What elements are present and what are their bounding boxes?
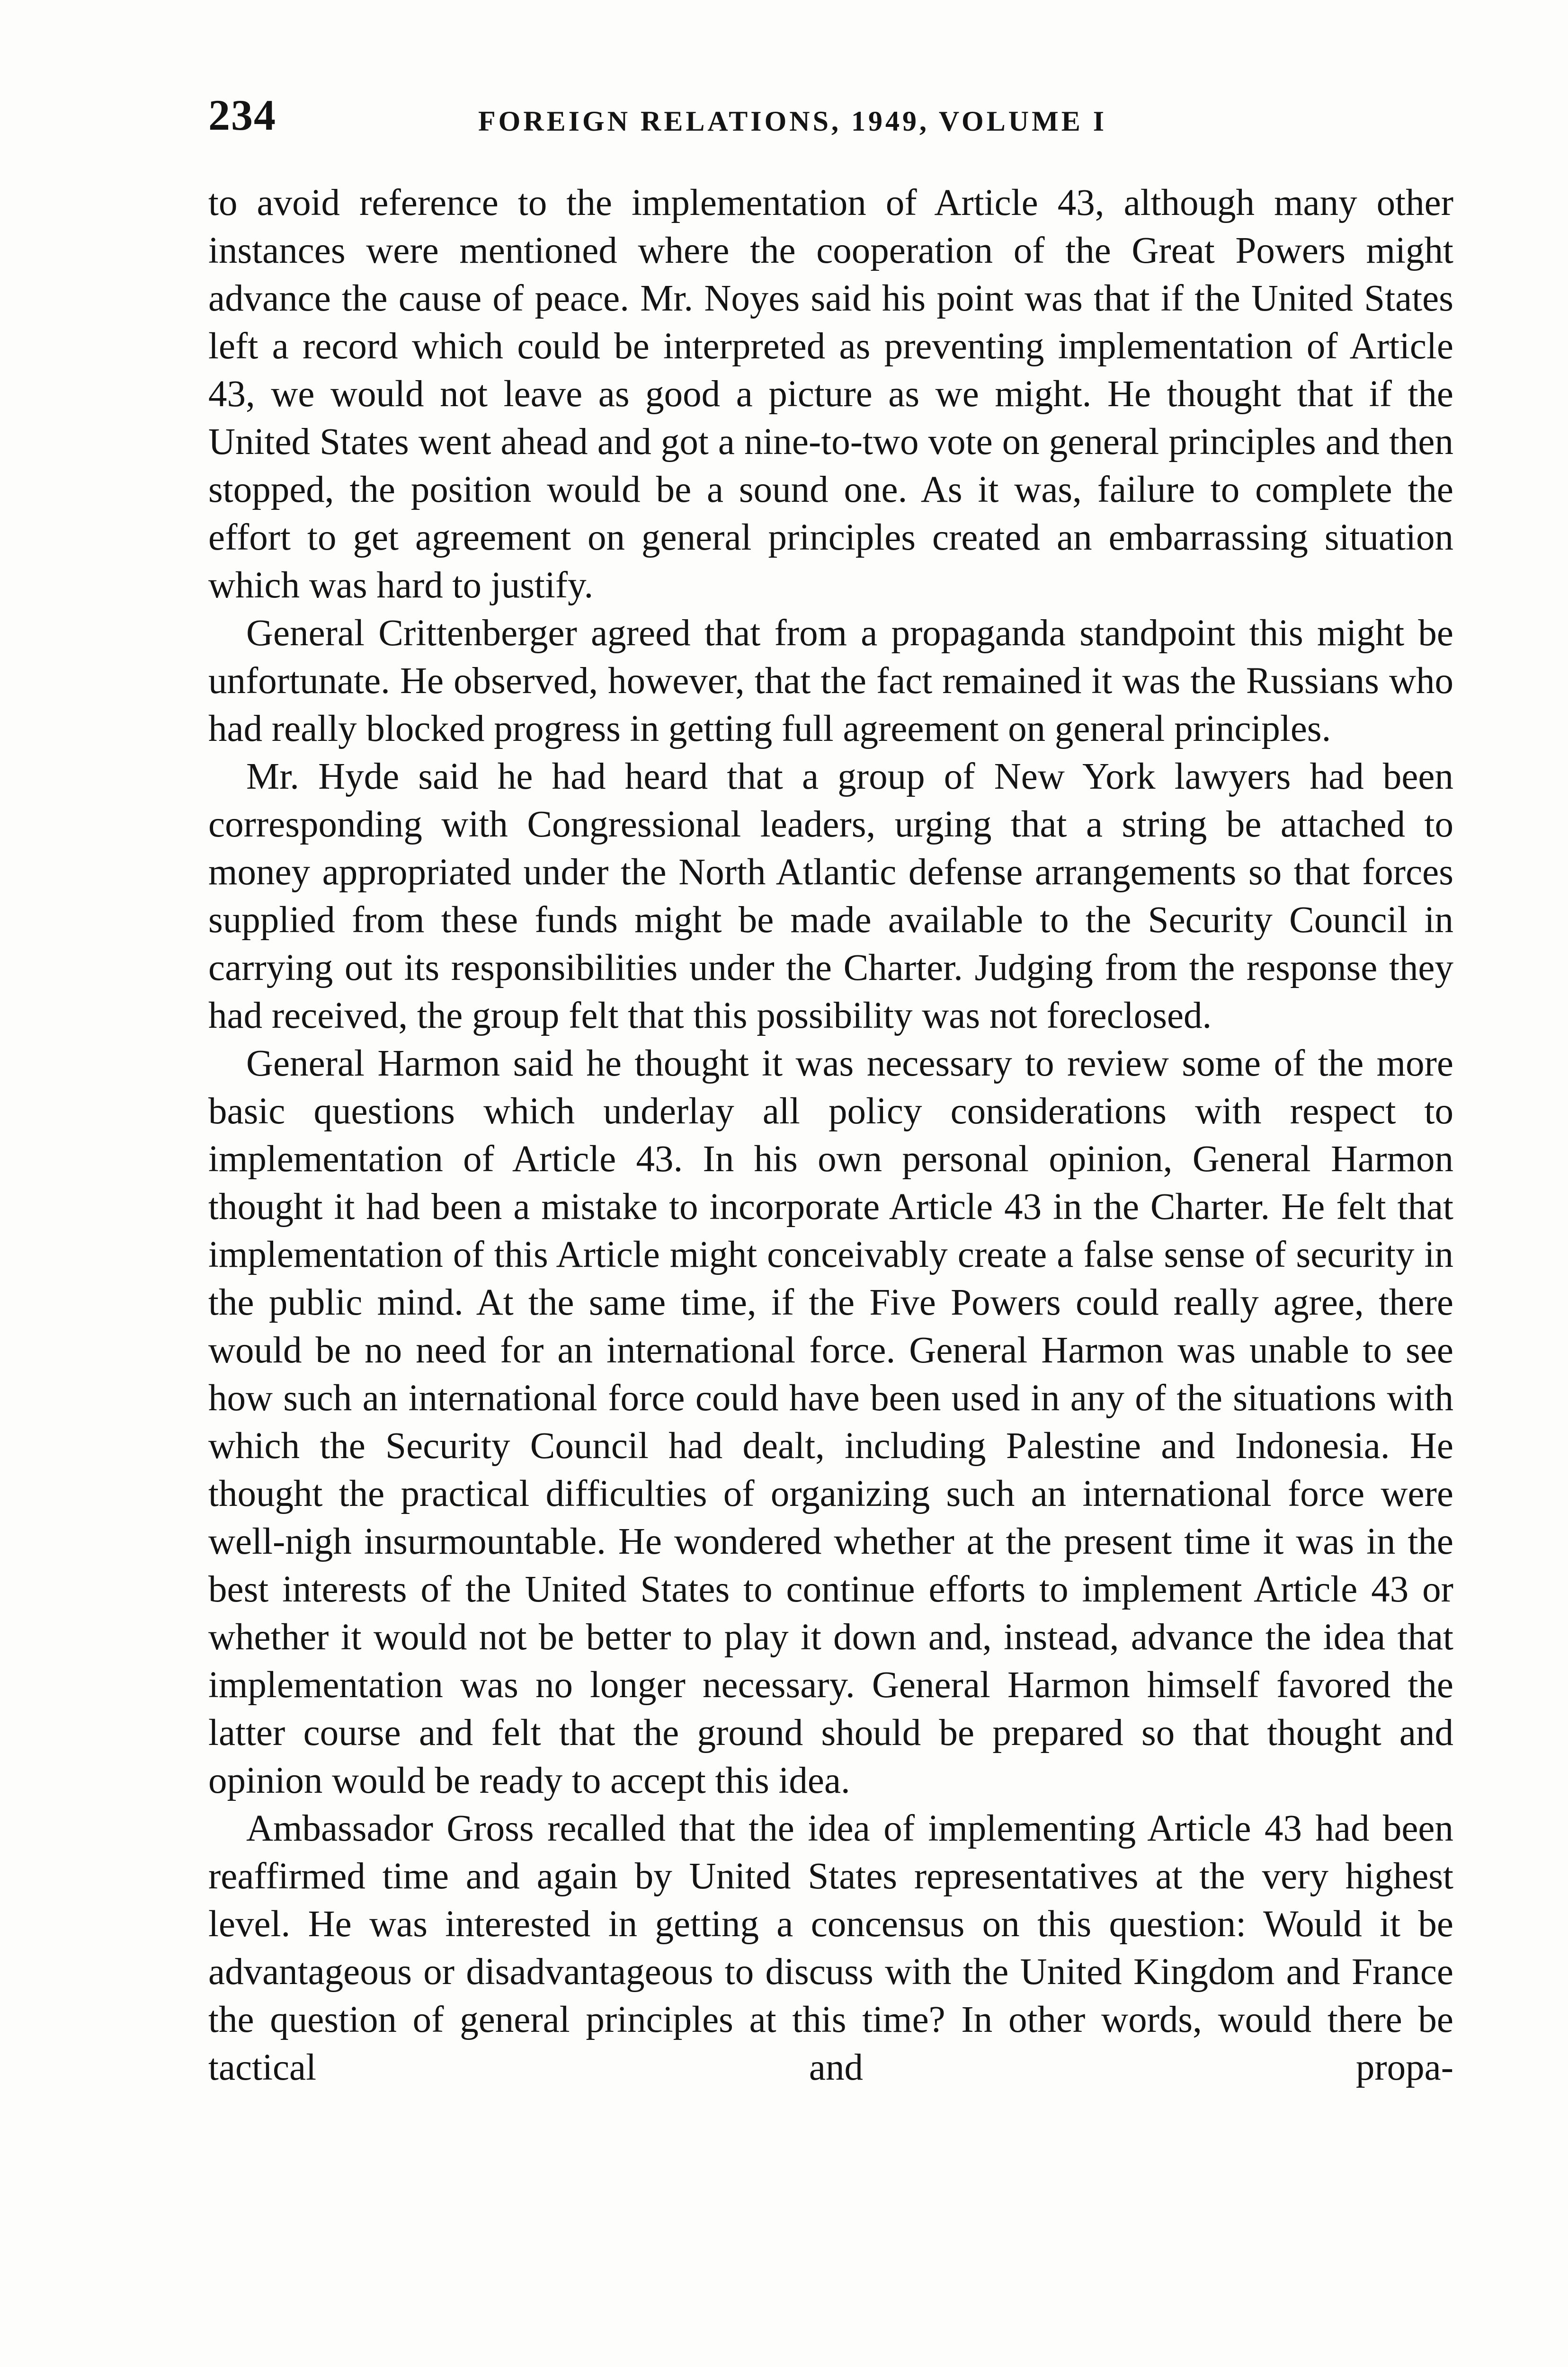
paragraph-harmon: General Harmon said he thought it was necessary to review some of the more basic questions which underlay all policy considerations with respect to implementation of Article 43. In his own personal opinion, General Harmon thought it had been a mistake to incorporate Article 43 in the Charter. He felt that implementation of this Article might conceivably create a false sense of security in the public mind. At the same time, if the Five Powers could really agree, there would be no need for an international force. General Harmon was unable to see how such an international force could have been used in any of the situations with which the Security Council had dealt, including Palestine and Indonesia. He thought the practical difficulties of organizing such an international force were well-nigh insurmountable. He wondered whether at the present time it was in the best interests of the United States to continue efforts to implement Article 43 or whether it would not be better to play it down and, instead, advance the idea that implementation was no longer necessary. General Harmon himself favored the latter course and felt that the ground should be prepared so that thought and opinion would be ready to accept this idea. <box>208 1043 1453 1801</box>
paragraph-crittenberger: General Crittenberger agreed that from a propaganda standpoint this might be unfortunate. He observed, however, that the fact remained it was the Russians who had really blocked progress in getting full agreement on general principles. <box>208 613 1453 749</box>
body-text <box>208 179 1453 2091</box>
paragraph-continuation: to avoid reference to the implementation of Article 43, although many other instances were mentioned where the cooperation of the Great Powers might advance the cause of peace. Mr. Noyes said his point was that if the United States left a record which could be interpreted as preventing implementation of Article 43, we would not leave as good a picture as we might. He thought that if the United States went ahead and got a nine-to-two vote on general principles and then stopped, the position would be a sound one. As it was, failure to complete the effort to get agreement on general principles created an embarrassing situation which was hard to justify. <box>208 182 1453 606</box>
paragraph-gross: Ambassador Gross recalled that the idea of implementing Article 43 had been reaffirmed time and again by United States representatives at the very highest level. He was interested in getting a concensus on this question: Would it be advantageous or disadvantageous to discuss with the United Kingdom and France the question of general principles at this time? In other words, would there be tactical and propa- <box>208 1808 1453 2088</box>
paragraph-hyde: Mr. Hyde said he had heard that a group of New York lawyers had been corresponding with Congressional leaders, urging that a string be attached to money appropriated under the North Atlantic defense arrangements so that forces supplied from these funds might be made available to the Security Council in carrying out its responsibilities under the Charter. Judging from the response they had received, the group felt that this possibility was not foreclosed. <box>208 756 1453 1036</box>
running-title: FOREIGN RELATIONS, 1949, VOLUME I <box>478 106 1107 137</box>
running-head <box>208 90 1453 151</box>
page-number: 234 <box>208 91 276 139</box>
